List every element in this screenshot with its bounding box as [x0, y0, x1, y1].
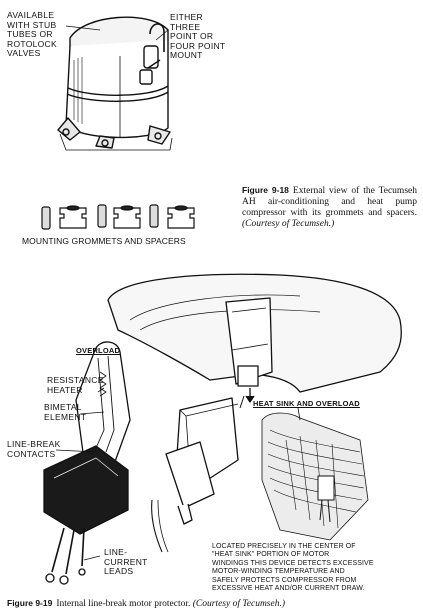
caption-courtesy: (Courtesy of Tecumseh.): [242, 219, 335, 229]
label-heat-sink-overload: HEAT SINK AND OVERLOAD: [253, 399, 360, 408]
label-overload: OVERLOAD: [76, 346, 121, 355]
label-mounting-grommets: MOUNTING GROMMETS AND SPACERS: [22, 236, 186, 246]
caption-text: External view of the Tecumseh AH air-conditioning and heat pump compressor with its grommets and spacers.: [242, 186, 417, 218]
caption-number: Figure 9-19: [7, 598, 53, 608]
label-bimetal-element: BIMETAL ELEMENT: [44, 402, 87, 422]
caption-text: Internal line-break motor protector.: [56, 599, 191, 609]
label-resistance-heater: RESISTANCE HEATER: [47, 375, 104, 395]
label-line-break-contacts: LINE-BREAK CONTACTS: [7, 439, 61, 459]
caption-figure-9-19: [7, 598, 417, 610]
label-mount-points: EITHER THREE POINT OR FOUR POINT MOUNT: [170, 12, 226, 60]
protector-description: LOCATED PRECISELY IN THE CENTER OF "HEAT SINK" PORTION OF MOTOR WINDINGS THIS DEVICE DETECTS EXCESSIVE MOTOR-WINDING TEMPERATURE AND SAFELY PROTECTS COMPRESSOR FROM EXCESSIVE HEAT AND/OR CURRENT DRAW.: [212, 543, 374, 593]
label-line-current-leads: LINE- CURRENT LEADS: [104, 547, 148, 576]
label-stub-tubes: AVAILABLE WITH STUB TUBES OR ROTOLOCK VALVES: [7, 10, 57, 58]
caption-number: Figure 9-18: [242, 185, 289, 195]
caption-courtesy: (Courtesy of Tecumseh.): [192, 599, 286, 609]
